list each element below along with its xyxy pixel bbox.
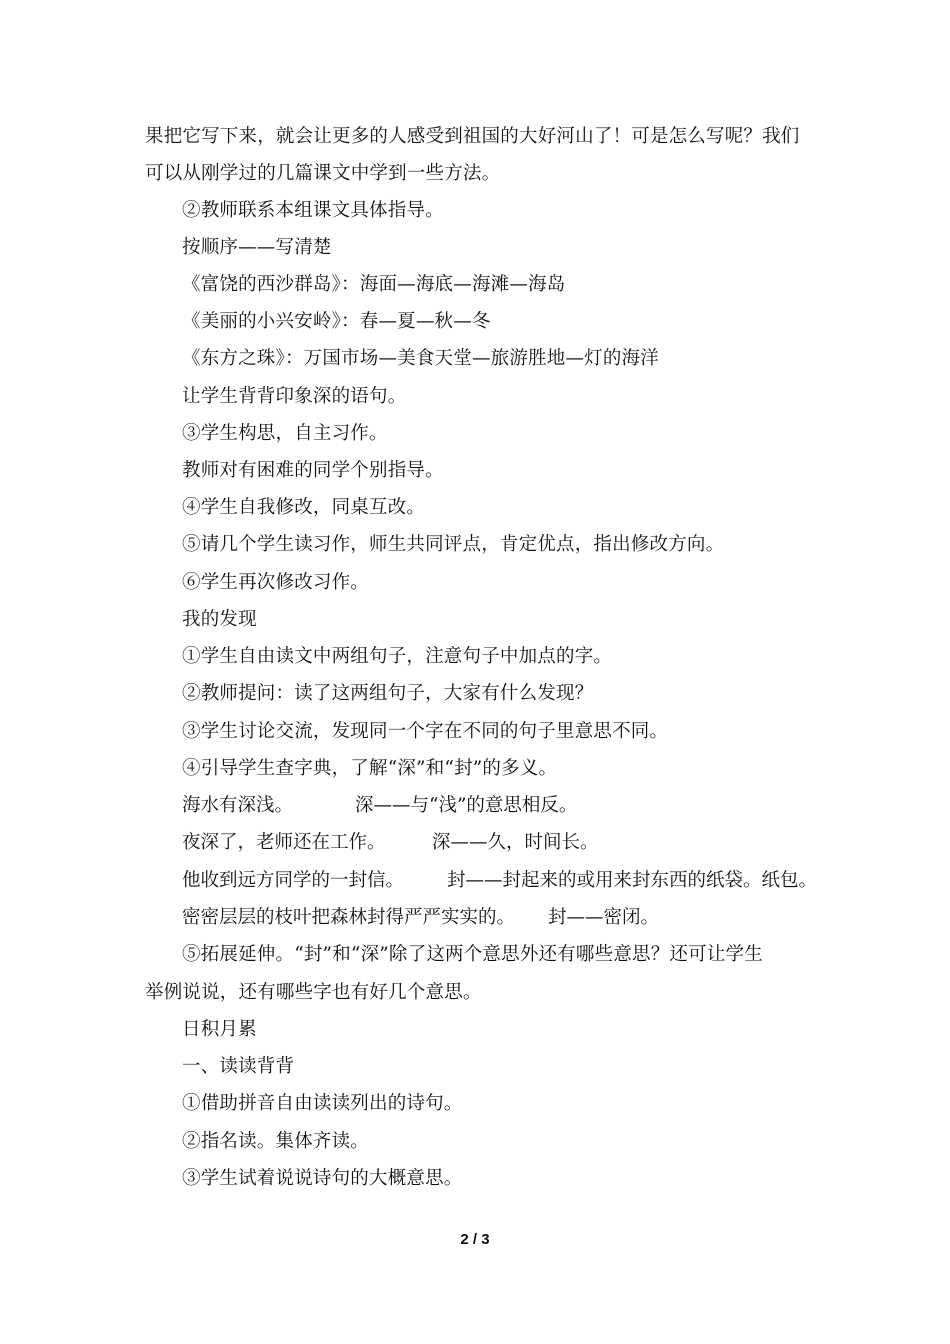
- example-pair: [182, 794, 578, 818]
- text-line: 让学生背背印象深的语句。: [182, 386, 407, 407]
- text-line: 《富饶的西沙群岛》：海面—海底—海滩—海岛: [182, 274, 566, 295]
- example-meaning: 封——密闭。: [548, 907, 660, 928]
- text-line: ⑥学生再次修改习作。: [182, 572, 370, 593]
- text-line: ③学生构思，自主习作。: [182, 423, 388, 444]
- example-meaning: 封——封起来的或用来封东西的纸袋。纸包。: [447, 870, 818, 891]
- text-line: ②教师联系本组课文具体指导。: [182, 200, 444, 221]
- example-meaning: 深——久，时间长。: [432, 832, 599, 853]
- example-pair: [182, 831, 599, 855]
- section-heading: 按顺序——写清楚: [182, 237, 332, 258]
- example-sentence: 海水有深浅。: [182, 795, 294, 816]
- example-pair: [182, 869, 818, 893]
- example-sentence: 他收到远方同学的一封信。: [182, 870, 405, 891]
- example-sentence: 夜深了，老师还在工作。: [182, 832, 386, 853]
- text-line: 举例说说，还有哪些字也有好几个意思。: [145, 982, 482, 1003]
- section-heading: 一、读读背背: [182, 1056, 295, 1077]
- text-line: ④引导学生查字典，了解“深”和“封”的多义。: [182, 758, 558, 779]
- section-heading: 我的发现: [182, 609, 257, 630]
- text-line: ①借助拼音自由读读列出的诗句。: [182, 1093, 463, 1114]
- text-line: 《东方之珠》：万国市场—美食天堂—旅游胜地—灯的海洋: [182, 348, 659, 369]
- text-line: ①学生自由读文中两组句子，注意句子中加点的字。: [182, 646, 613, 667]
- text-line: 果把它写下来，就会让更多的人感受到祖国的大好河山了！可是怎么写呢？我们: [145, 126, 800, 147]
- text-line: ④学生自我修改，同桌互改。: [182, 497, 426, 518]
- text-line: 可以从刚学过的几篇课文中学到一些方法。: [145, 163, 501, 184]
- page-number: 2 / 3: [460, 1231, 490, 1248]
- text-line: 教师对有困难的同学个别指导。: [182, 460, 444, 481]
- text-line: ⑤请几个学生读习作，师生共同评点，肯定优点，指出修改方向。: [182, 534, 725, 555]
- example-pair: [182, 906, 660, 930]
- text-line: ②教师提问：读了这两组句子，大家有什么发现？: [182, 683, 594, 704]
- text-line: 《美丽的小兴安岭》：春—夏—秋—冬: [182, 311, 491, 332]
- text-line: ③学生试着说说诗句的大概意思。: [182, 1168, 463, 1189]
- text-line: ③学生讨论交流，发现同一个字在不同的句子里意思不同。: [182, 721, 669, 742]
- example-sentence: 密密层层的枝叶把森林封得严严实实的。: [182, 907, 516, 928]
- text-line: ②指名读。集体齐读。: [182, 1131, 370, 1152]
- text-line: ⑤拓展延伸。“封”和“深”除了这两个意思外还有哪些意思？还可让学生: [182, 944, 763, 965]
- section-heading: 日积月累: [182, 1019, 257, 1040]
- example-meaning: 深——与“浅”的意思相反。: [355, 795, 578, 816]
